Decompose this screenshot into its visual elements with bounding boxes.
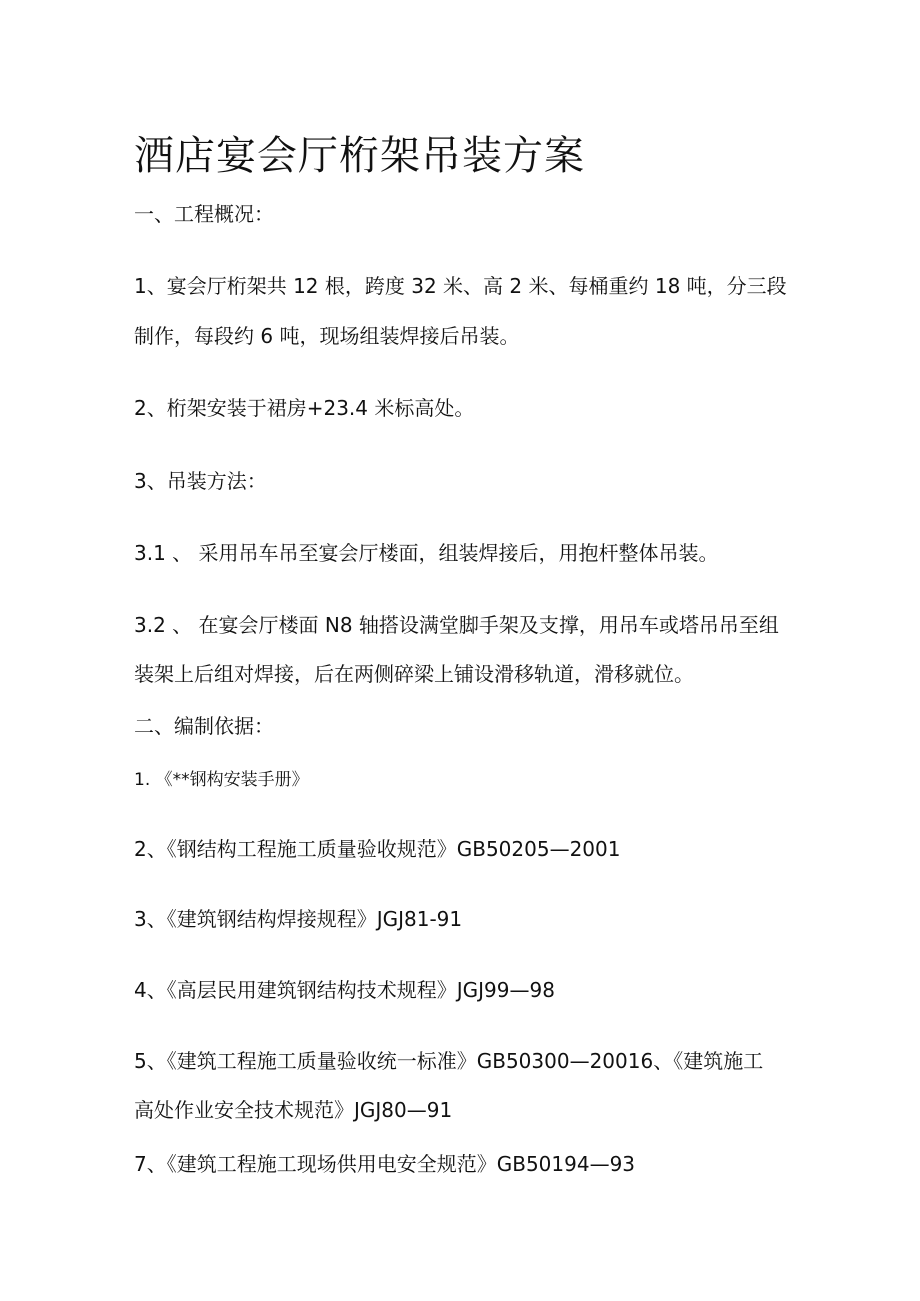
- reference-item-3: 3、《建筑钢结构焊接规程》JGJ81-91: [134, 907, 463, 931]
- paragraph-item-3-2-line-1: 3.2 、 在宴会厅楼面 N8 轴搭设满堂脚手架及支撑，用吊车或塔吊吊至组: [134, 613, 779, 637]
- paragraph-item-1-line-1: 1、宴会厅桁架共 12 根，跨度 32 米、高 2 米、每桶重约 18 吨，分三段: [134, 274, 787, 298]
- section-heading-basis: 二、编制依据：: [134, 714, 274, 738]
- reference-item-5-line-2: 高处作业安全技术规范》JGJ80—91: [134, 1098, 453, 1122]
- reference-item-2: 2、《钢结构工程施工质量验收规范》GB50205—2001: [134, 837, 621, 861]
- paragraph-item-3: 3、吊装方法：: [134, 469, 267, 493]
- section-heading-overview: 一、工程概况：: [134, 202, 274, 226]
- reference-item-1: 1. 《**钢构安装手册》: [134, 770, 309, 790]
- paragraph-item-1-line-2: 制作，每段约 6 吨，现场组装焊接后吊装。: [134, 324, 520, 348]
- paragraph-item-3-2-line-2: 装架上后组对焊接，后在两侧碎梁上铺设滑移轨道，滑移就位。: [134, 662, 694, 686]
- paragraph-item-3-1: 3.1 、 采用吊车吊至宴会厅楼面，组装焊接后，用抱杆整体吊装。: [134, 541, 719, 565]
- reference-item-5-line-1: 5、《建筑工程施工质量验收统一标准》GB50300—20016、《建筑施工: [134, 1049, 764, 1073]
- paragraph-item-2: 2、桁架安装于裙房+23.4 米标高处。: [134, 396, 475, 420]
- reference-item-4: 4、《高层民用建筑钢结构技术规程》JGJ99—98: [134, 978, 555, 1002]
- reference-item-7: 7、《建筑工程施工现场供用电安全规范》GB50194—93: [134, 1152, 636, 1176]
- document-title: 酒店宴会厅桁架吊装方案: [134, 133, 585, 179]
